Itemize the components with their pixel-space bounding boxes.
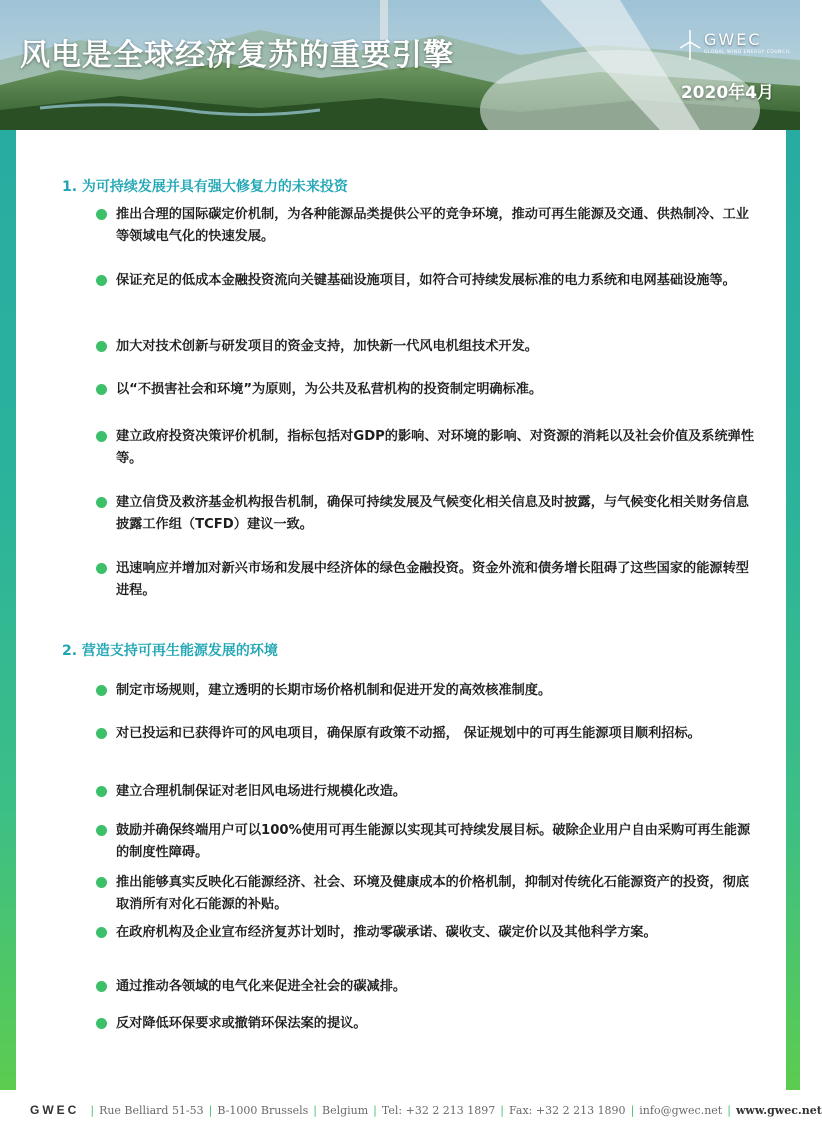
header-banner	[0, 0, 800, 130]
footer	[0, 1090, 822, 1130]
logo-name: GWEC	[704, 30, 762, 49]
bullet-dot-icon	[96, 825, 107, 836]
bullet-dot-icon	[96, 341, 107, 352]
list-item-text: 推出合理的国际碳定价机制，为各种能源品类提供公平的竞争环境，推动可再生能源及交通、供热制冷、工业等领域电气化的快速发展。	[116, 207, 749, 244]
bullet-dot-icon	[96, 209, 107, 220]
list-item-text: 以“不损害社会和环境”为原则，为公共及私营机构的投资制定明确标准。	[116, 382, 543, 397]
document-date: 2020年4月	[680, 83, 774, 103]
bullet-dot-icon	[96, 728, 107, 739]
list-item-text: 保证充足的低成本金融投资流向关键基础设施项目，如符合可持续发展标准的电力系统和电网基础设施等。	[116, 273, 736, 288]
footer-separator: |	[313, 1103, 317, 1117]
footer-separator: |	[500, 1103, 505, 1117]
footer-country: Belgium	[321, 1103, 369, 1117]
bullet-dot-icon	[96, 981, 107, 992]
footer-separator: |	[373, 1103, 377, 1117]
list-item-text: 建立政府投资决策评价机制，指标包括对GDP的影响、对环境的影响、对资源的消耗以及社会价值及系统弹性等。	[116, 429, 755, 466]
right-gradient-border	[786, 0, 800, 1090]
footer-fax: Fax: +32 2 213 1890	[509, 1103, 626, 1117]
list-item-text: 反对降低环保要求或撤销环保法案的提议。	[116, 1016, 367, 1031]
document-title: 风电是全球经济复苏的重要引擎	[20, 38, 454, 73]
bullet-dot-icon	[96, 384, 107, 395]
bullet-dot-icon	[96, 685, 107, 696]
footer-address-street: Rue Belliard 51-53	[99, 1103, 204, 1117]
bullet-dot-icon	[96, 275, 107, 286]
footer-separator: |	[90, 1103, 95, 1117]
gwec-logo	[678, 28, 791, 68]
footer-address-city: B-1000 Brussels	[217, 1103, 309, 1117]
bullet-dot-icon	[96, 927, 107, 938]
footer-brand: GWEC	[30, 1103, 80, 1117]
list-item-text: 推出能够真实反映化石能源经济、社会、环境及健康成本的价格机制，抑制对传统化石能源资产的投资，彻底取消所有对化石能源的补贴。	[116, 875, 749, 912]
wind-turbine-icon	[678, 28, 702, 60]
bullet-dot-icon	[96, 877, 107, 888]
list-item-text: 对已投运和已获得许可的风电项目，确保原有政策不动摇， 保证规划中的可再生能源项目顺利招标。	[116, 726, 701, 741]
main-content	[16, 130, 786, 1090]
bullet-dot-icon	[96, 786, 107, 797]
bullet-dot-icon	[96, 497, 107, 508]
footer-tel: Tel: +32 2 213 1897	[381, 1103, 496, 1117]
list-item-text: 鼓励并确保终端用户可以100%使用可再生能源以实现其可持续发展目标。破除企业用户自由采购可再生能源的制度性障碍。	[116, 823, 751, 860]
footer-website-link[interactable]: www.gwec.net	[735, 1103, 822, 1117]
left-gradient-border	[0, 0, 16, 1090]
list-item-text: 建立合理机制保证对老旧风电场进行规模化改造。	[116, 784, 407, 799]
list-item-text: 建立信贷及救济基金机构报告机制，确保可持续发展及气候变化相关信息及时披露，与气候变化相关财务信息披露工作组（TCFD）建议一致。	[116, 495, 749, 532]
list-item-text: 加大对技术创新与研发项目的资金支持，加快新一代风电机组技术开发。	[116, 339, 538, 354]
footer-separator: |	[630, 1103, 635, 1117]
section-heading-environment: 2. 营造支持可再生能源发展的环境	[62, 643, 278, 659]
section-heading-investment: 1. 为可持续发展并具有强大修复力的未来投资	[62, 179, 348, 195]
list-item-text: 通过推动各领域的电气化来促进全社会的碳减排。	[116, 979, 407, 994]
list-item-text: 在政府机构及企业宣布经济复苏计划时，推动零碳承诺、碳收支、碳定价以及其他科学方案。	[116, 925, 657, 940]
footer-separator: |	[208, 1103, 213, 1117]
logo-subtitle: GLOBAL WIND ENERGY COUNCIL	[704, 50, 791, 55]
footer-email-link[interactable]: info@gwec.net	[639, 1103, 723, 1117]
footer-separator: |	[727, 1103, 731, 1117]
list-item-text: 迅速响应并增加对新兴市场和发展中经济体的绿色金融投资。资金外流和债务增长阻碍了这些国家的能源转型进程。	[116, 561, 749, 598]
list-item-text: 制定市场规则，建立透明的长期市场价格机制和促进开发的高效核准制度。	[116, 683, 552, 698]
bullet-dot-icon	[96, 563, 107, 574]
bullet-dot-icon	[96, 1018, 107, 1029]
bullet-dot-icon	[96, 431, 107, 442]
